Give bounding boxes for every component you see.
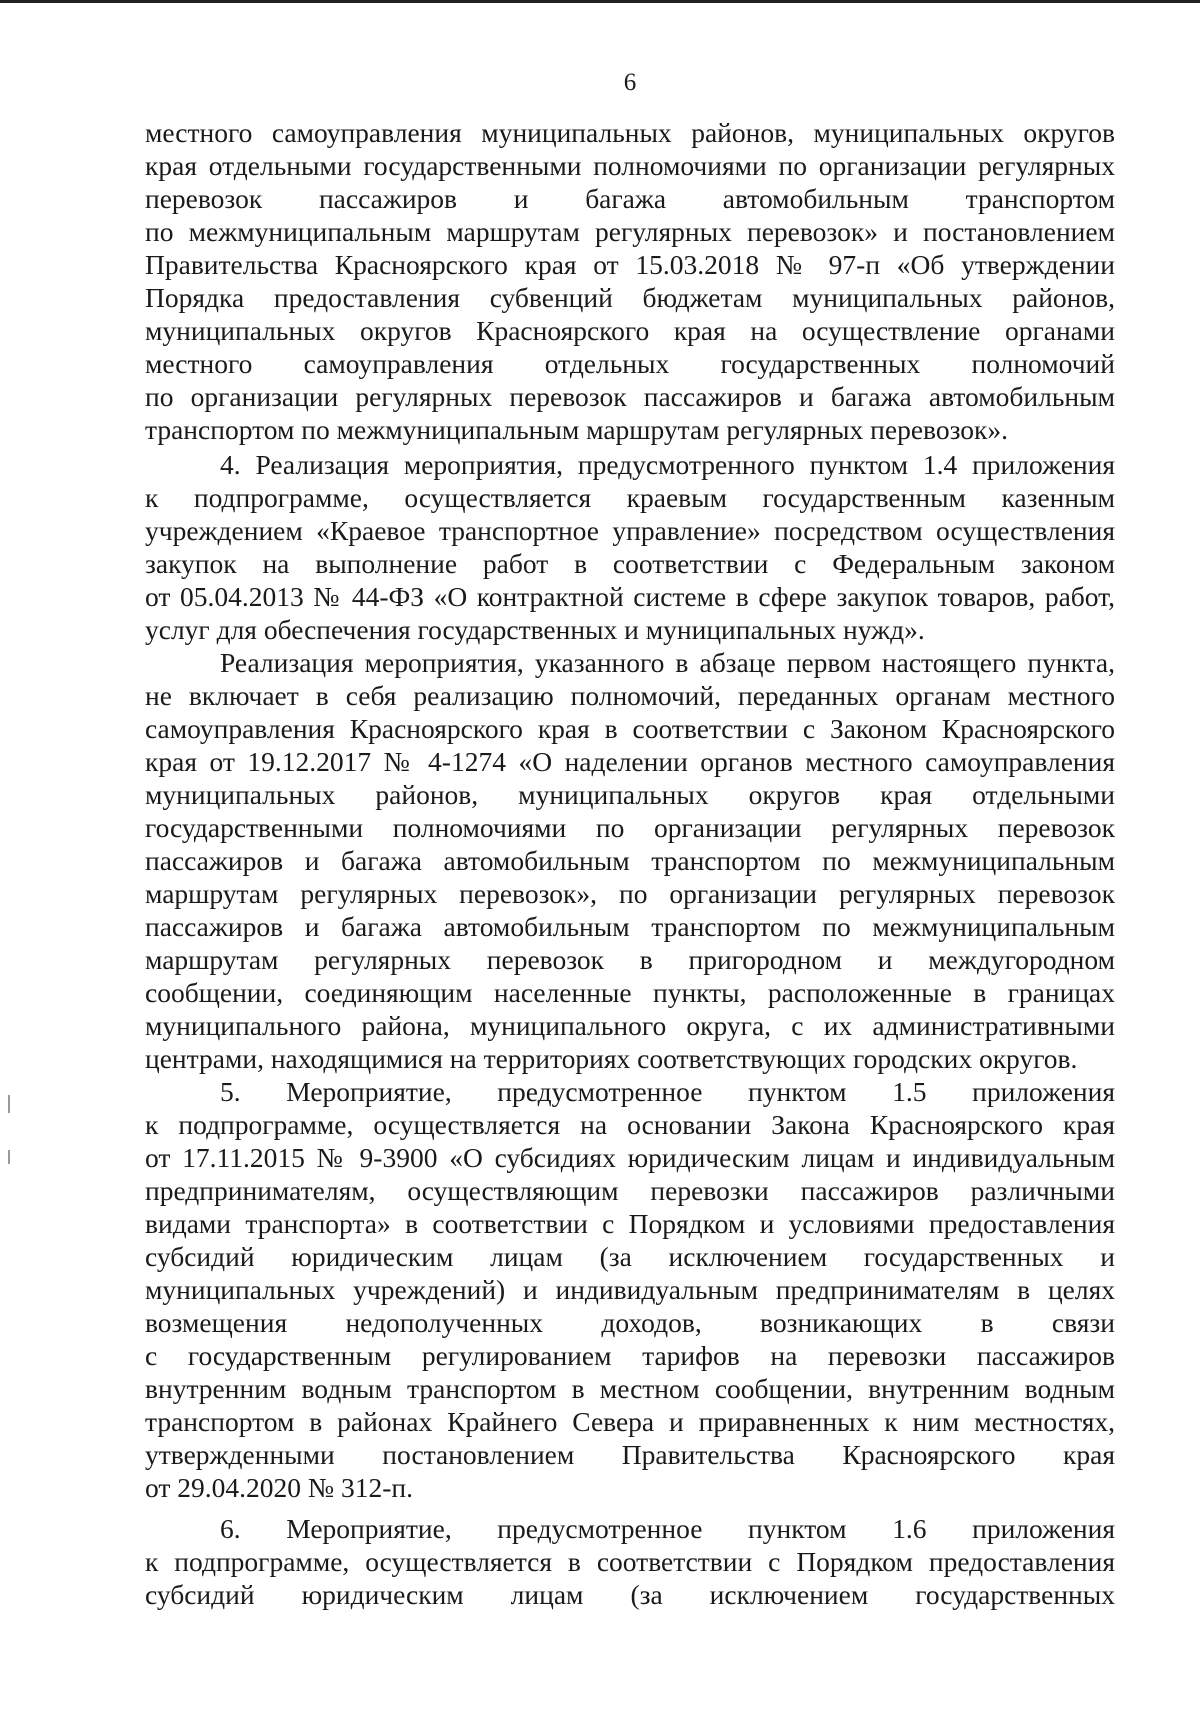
text-line: местного самоуправления муниципальных районов, муниципальных округов <box>145 117 1115 148</box>
page-number: 6 <box>623 69 637 96</box>
text-line: от 17.11.2015 № 9-3900 «О субсидиях юридическим лицам и индивидуальным <box>145 1142 1115 1173</box>
text-line: пассажиров и багажа автомобильным транспортом по межмуниципальным <box>145 911 1115 942</box>
text-line: утвержденными постановлением Правительства Красноярского края <box>145 1439 1115 1470</box>
document-body <box>145 116 1115 1611</box>
text-line: от 29.04.2020 № 312-п. <box>145 1472 414 1503</box>
text-line: предпринимателям, осуществляющим перевозки пассажиров различными <box>145 1175 1115 1206</box>
text-line: с государственным регулированием тарифов на перевозки пассажиров <box>145 1340 1115 1371</box>
text-line: муниципальных округов Красноярского края на осуществление органами <box>145 315 1115 346</box>
text-line: края от 19.12.2017 № 4-1274 «О наделении органов местного самоуправления <box>145 746 1115 777</box>
text-line: перевозок пассажиров и багажа автомобильным транспортом <box>145 183 1115 214</box>
text-line: от 05.04.2013 № 44-ФЗ «О контрактной системе в сфере закупок товаров, работ, <box>145 581 1115 612</box>
text-line: центрами, находящимися на территориях соответствующих городских округов. <box>145 1043 1078 1074</box>
text-line: не включает в себя реализацию полномочий, переданных органам местного <box>145 680 1115 711</box>
text-line: транспортом в районах Крайнего Севера и приравненных к ним местностях, <box>145 1406 1115 1437</box>
text-line: государственными полномочиями по организации регулярных перевозок <box>145 812 1115 843</box>
text-line: Правительства Красноярского края от 15.03.2018 № 97-п «Об утверждении <box>145 249 1115 280</box>
text-line: транспортом по межмуниципальным маршрутам регулярных перевозок». <box>145 414 1009 445</box>
text-line: муниципальных районов, муниципальных округов края отдельными <box>145 779 1115 810</box>
text-line: возмещения недополученных доходов, возникающих в связи <box>145 1307 1115 1338</box>
text-line: самоуправления Красноярского края в соответствии с Законом Красноярского <box>145 713 1115 744</box>
text-line: внутренним водным транспортом в местном сообщении, внутренним водным <box>145 1373 1115 1404</box>
text-line: края отдельными государственными полномочиями по организации регулярных <box>145 150 1115 181</box>
text-line: 5. Мероприятие, предусмотренное пунктом 1.5 приложения <box>220 1076 1115 1107</box>
text-line: сообщении, соединяющим населенные пункты, расположенные в границах <box>145 977 1115 1008</box>
text-line: к подпрограмме, осуществляется на основании Закона Красноярского края <box>145 1109 1115 1140</box>
text-line: Реализация мероприятия, указанного в абзаце первом настоящего пункта, <box>220 647 1115 678</box>
text-line: субсидий юридическим лицам (за исключением государственных <box>145 1579 1115 1610</box>
text-line: Порядка предоставления субвенций бюджетам муниципальных районов, <box>145 282 1115 313</box>
text-line: к подпрограмме, осуществляется в соответствии с Порядком предоставления <box>145 1546 1115 1577</box>
text-line: маршрутам регулярных перевозок», по организации регулярных перевозок <box>145 878 1115 909</box>
text-line: по межмуниципальным маршрутам регулярных перевозок» и постановлением <box>145 216 1115 247</box>
text-line: услуг для обеспечения государственных и муниципальных нужд». <box>145 614 925 645</box>
text-line: 4. Реализация мероприятия, предусмотренного пунктом 1.4 приложения <box>220 449 1115 480</box>
scan-border <box>0 0 1200 3</box>
text-line: субсидий юридическим лицам (за исключением государственных и <box>145 1241 1115 1272</box>
scan-speck <box>8 1150 10 1164</box>
text-line: пассажиров и багажа автомобильным транспортом по межмуниципальным <box>145 845 1115 876</box>
text-line: муниципального района, муниципального округа, с их административными <box>145 1010 1115 1041</box>
text-line: 6. Мероприятие, предусмотренное пунктом 1.6 приложения <box>220 1513 1115 1544</box>
scan-speck <box>8 1095 10 1113</box>
text-line: маршрутам регулярных перевозок в пригородном и междугородном <box>145 944 1115 975</box>
text-line: муниципальных учреждений) и индивидуальным предпринимателям в целях <box>145 1274 1115 1305</box>
text-line: видами транспорта» в соответствии с Порядком и условиями предоставления <box>145 1208 1115 1239</box>
text-line: закупок на выполнение работ в соответствии с Федеральным законом <box>145 548 1115 579</box>
text-line: к подпрограмме, осуществляется краевым государственным казенным <box>145 482 1115 513</box>
text-line: по организации регулярных перевозок пассажиров и багажа автомобильным <box>145 381 1115 412</box>
text-line: местного самоуправления отдельных государственных полномочий <box>145 348 1115 379</box>
text-line: учреждением «Краевое транспортное управление» посредством осуществления <box>145 515 1115 546</box>
